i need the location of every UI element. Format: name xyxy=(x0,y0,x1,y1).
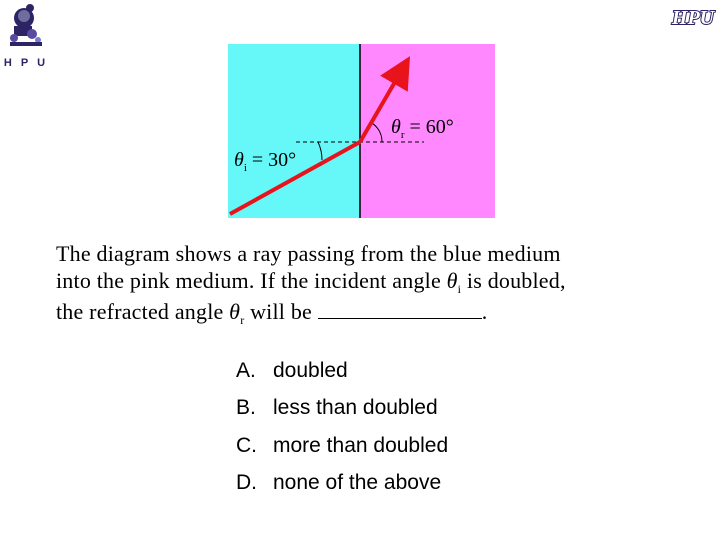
theta-i-subscript: i xyxy=(457,282,462,296)
choice-b-text: less than doubled xyxy=(273,396,438,420)
question-line-1: The diagram shows a ray passing from the blue medium xyxy=(56,241,561,266)
question-line-3-end: . xyxy=(481,299,488,324)
choice-b[interactable] xyxy=(236,390,448,428)
choice-a-text: doubled xyxy=(273,358,348,382)
hpu-letters: H P U xyxy=(3,57,49,69)
question-line-2 xyxy=(56,267,706,298)
choice-c-text: more than doubled xyxy=(273,433,449,457)
refraction-diagram xyxy=(0,0,720,250)
choice-d-text: none of the above xyxy=(273,471,442,495)
answer-blank xyxy=(318,302,482,319)
choice-b-letter: B. xyxy=(236,396,256,420)
blue-medium xyxy=(228,44,360,218)
choice-d-letter: D. xyxy=(236,471,257,495)
refracted-angle-label: $\theta_r = 60^\circ$ xyxy=(391,116,454,141)
question-text xyxy=(56,240,706,329)
choice-a[interactable] xyxy=(236,352,448,390)
theta-i-symbol: θ xyxy=(446,268,458,293)
choice-d[interactable] xyxy=(236,465,448,503)
question-line-2-end: is doubled, xyxy=(461,268,566,293)
incident-angle-label: $\theta_i = 30^\circ$ xyxy=(234,149,297,174)
question-line-2-start: into the pink medium. If the incident angle xyxy=(56,268,447,293)
answer-choices xyxy=(236,352,448,502)
question-line-3-start: the refracted angle xyxy=(56,299,230,324)
choice-c-letter: C. xyxy=(236,433,257,457)
hpu-script-text: HPU xyxy=(671,7,715,29)
choice-c[interactable] xyxy=(236,427,448,465)
choice-a-letter: A. xyxy=(236,358,256,382)
question-line-3-mid: will be xyxy=(244,299,318,324)
theta-r-symbol: θ xyxy=(229,299,241,324)
theta-r-subscript: r xyxy=(240,313,245,327)
question-line-3 xyxy=(56,298,706,329)
